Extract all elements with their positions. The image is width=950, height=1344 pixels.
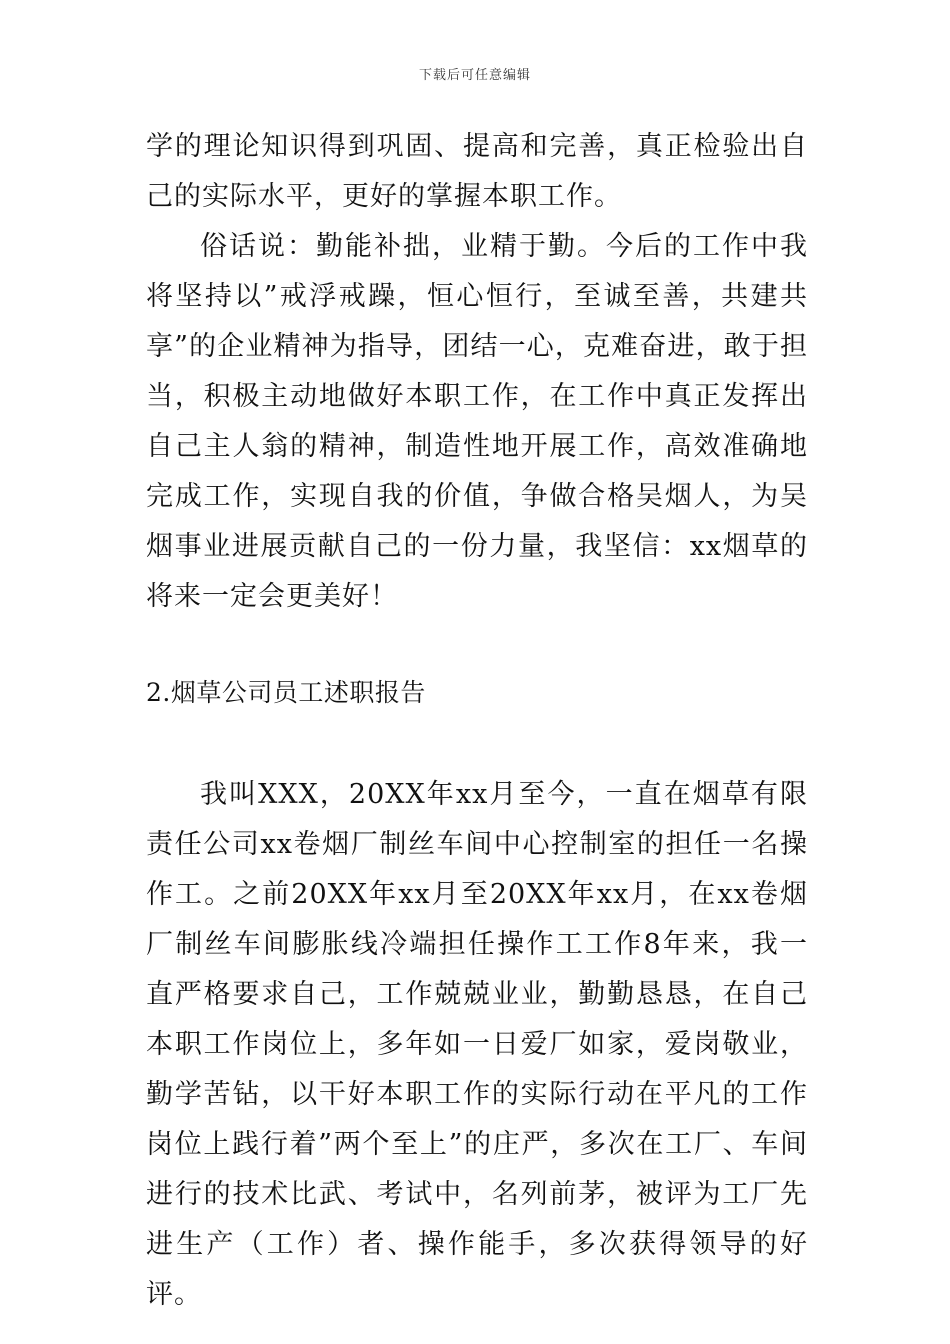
paragraph-continuation: 学的理论知识得到巩固、提高和完善，真正检验出自己的实际水平，更好的掌握本职工作。 xyxy=(146,131,808,212)
paragraph-proverb: 俗话说：勤能补拙，业精于勤。今后的工作中我将坚持以”戒浮戒躁，恒心恒行，至诚至善，共建共享”的企业精神为指导，团结一心，克难奋进，敢于担当，积极主动地做好本职工作，在工作中真正发挥出自己主人翁的精神，制造性地开展工作，高效准确地完成工作，实现自我的价值，争做合格吴烟人，为吴烟事业进展贡献自己的一份力量，我坚信：xx烟草的将来一定会更美好！ xyxy=(146,231,808,612)
page-header-note: 下载后可任意编辑 xyxy=(418,68,531,83)
document-body xyxy=(146,122,808,1320)
spacer xyxy=(146,622,808,668)
paragraph-report: 我叫XXX，20XX年xx月至今，一直在烟草有限责任公司xx卷烟厂制丝车间中心控制室的担任一名操作工。之前20XX年xx月至20XX年xx月，在xx卷烟厂制丝车间膨胀线冷端担任操作工工作8年来，我一直严格要求自己，工作兢兢业业，勤勤恳恳，在自己本职工作岗位上，多年如一日爱厂如家，爱岗敬业，勤学苦钻，以干好本职工作的实际行动在平凡的工作岗位上践行着”两个至上”的庄严，多次在工厂、车间进行的技术比武、考试中，名列前茅，被评为工厂先进生产（工作）者、操作能手，多次获得领导的好评。 xyxy=(146,779,808,1310)
spacer xyxy=(146,718,808,770)
section-heading: 2.烟草公司员工述职报告 xyxy=(146,678,426,707)
